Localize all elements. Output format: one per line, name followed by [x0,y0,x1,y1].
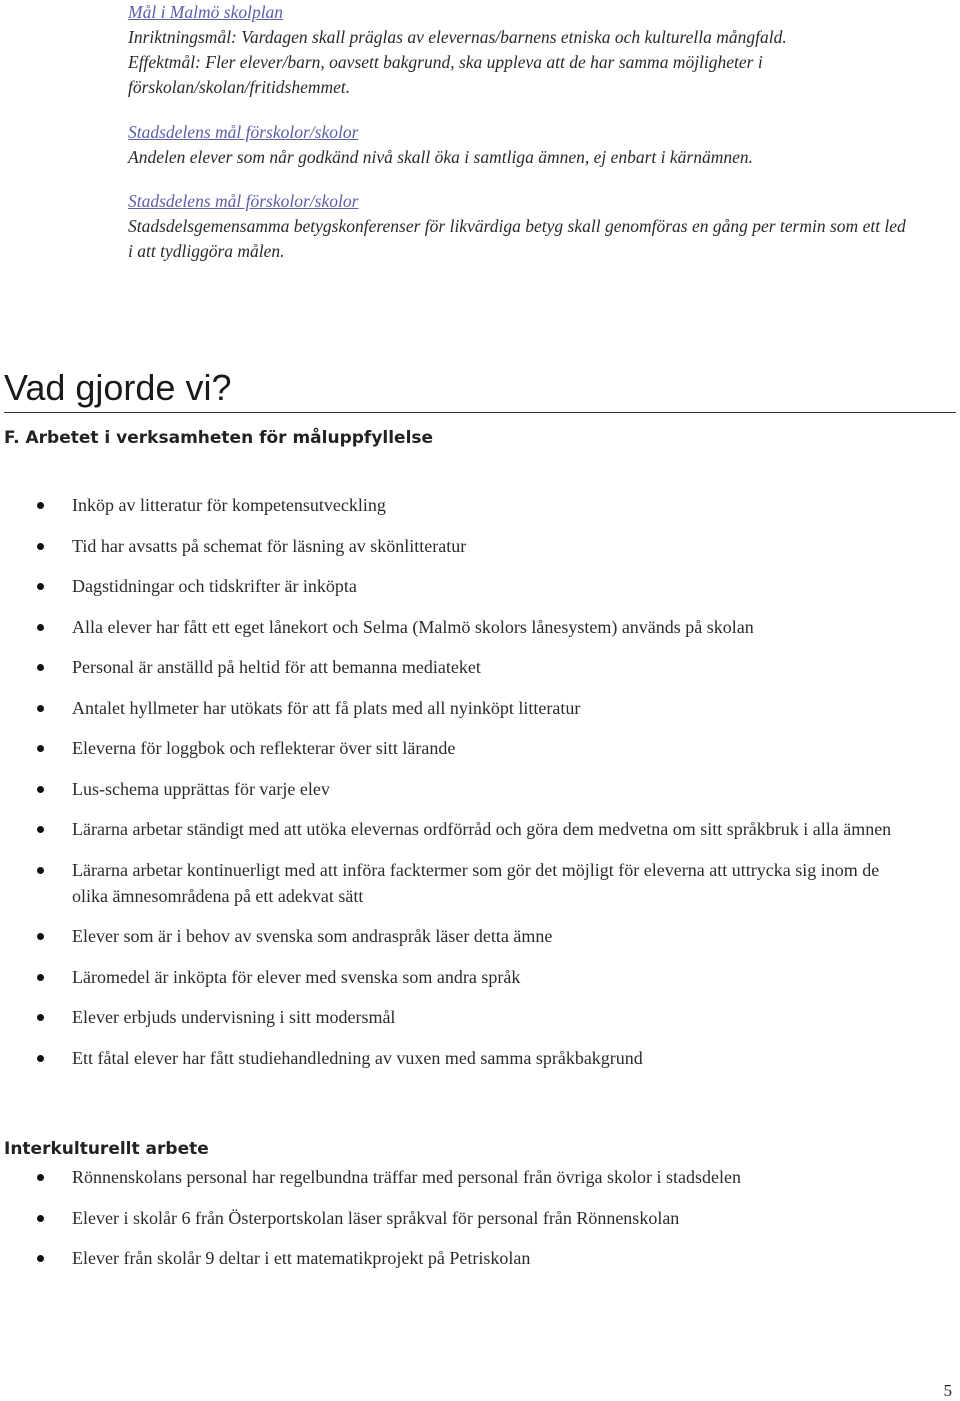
section-f-list [0,492,900,1085]
goal-title: Mål i Malmö skolplan [128,2,284,22]
bullet-icon [37,933,44,940]
list-item [0,1245,900,1271]
intercultural-title: Interkulturellt arbete [4,1139,209,1159]
list-item [0,735,900,761]
list-item-text: Tid har avsatts på schemat för läsning av skönlitteratur [72,535,467,556]
list-item [0,1004,900,1030]
list-item [0,1045,900,1071]
bullet-icon [37,1055,44,1062]
list-item [0,654,900,680]
goals-section [128,0,954,283]
goal-title: Stadsdelens mål förskolor/skolor [128,122,359,142]
section-f-title: F. Arbetet i verksamheten för måluppfyllelse [4,428,434,448]
list-item [0,573,900,599]
goal-line: Effektmål: Fler elever/barn, oavsett bakgrund, ska uppleva att de har samma möjligheter i [128,52,763,72]
goal-line: Inriktningsmål: Vardagen skall präglas av elevernas/barnens etniska och kulturella mångfald. [128,27,787,47]
goal-line: i att tydliggöra målen. [128,241,285,261]
bullet-icon [37,624,44,631]
section-heading: Vad gjorde vi? [4,366,956,413]
page-number: 5 [943,1381,952,1400]
goal-line: Andelen elever som når godkänd nivå skall öka i samtliga ämnen, ej enbart i kärnämnen. [128,147,754,167]
bullet-icon [37,1215,44,1222]
bullet-icon [37,1174,44,1181]
list-item-text: Antalet hyllmeter har utökats för att få plats med all nyinköpt litteratur [72,697,581,718]
list-item-text: Elever som är i behov av svenska som andraspråk läser detta ämne [72,926,553,946]
list-item [0,695,900,721]
list-item-text: Elever i skolår 6 från Österportskolan läser språkval för personal från Rönnenskolan [72,1207,680,1228]
bullet-icon [37,745,44,752]
list-item-text: Elever från skolår 9 deltar i ett matematikprojekt på Petriskolan [72,1248,531,1268]
list-item [0,1164,900,1190]
intercultural-list [0,1164,900,1286]
list-item-text: Alla elever har fått ett eget lånekort och Selma (Malmö skolors lånesystem) används på skolan [72,616,754,637]
list-item [0,492,900,518]
goal-block-district-1 [128,120,954,170]
bullet-icon [37,543,44,550]
list-item-text: Lärarna arbetar ständigt med att utöka elevernas ordförråd och göra dem medvetna om sitt språkbruk i alla ämnen [72,819,892,839]
list-item-text: Rönnenskolans personal har regelbundna träffar med personal från övriga skolor i stadsdelen [72,1167,741,1187]
list-item-text: Personal är anställd på heltid för att bemanna mediateket [72,657,481,677]
bullet-icon [37,583,44,590]
list-item-text: Elever erbjuds undervisning i sitt modersmål [72,1007,396,1027]
goal-block-skolplan [128,0,954,100]
goal-line: förskolan/skolan/fritidshemmet. [128,77,351,97]
list-item [0,964,900,990]
goal-title: Stadsdelens mål förskolor/skolor [128,191,359,211]
bullet-icon [37,974,44,981]
bullet-icon [37,786,44,793]
bullet-icon [37,664,44,671]
bullet-icon [37,826,44,833]
list-item [0,614,900,640]
list-item-text: Eleverna för loggbok och reflekterar över sitt lärande [72,738,456,758]
list-item-text: Ett fåtal elever har fått studiehandledning av vuxen med samma språkbakgrund [72,1047,643,1068]
list-item [0,857,900,909]
list-item-text: Lärarna arbetar kontinuerligt med att införa facktermer som gör det möjligt för eleverna att uttrycka sig inom de olika ämnesområdena på ett adekvat sätt [72,859,880,906]
list-item-text: Inköp av litteratur för kompetensutveckling [72,495,386,515]
list-item [0,923,900,949]
list-item [0,776,900,802]
bullet-icon [37,1014,44,1021]
bullet-icon [37,867,44,874]
list-item-text: Lus-schema upprättas för varje elev [72,778,330,799]
list-item-text: Läromedel är inköpta för elever med svenska som andra språk [72,966,521,987]
bullet-icon [37,1255,44,1262]
goal-block-district-2 [128,189,954,264]
goal-line: Stadsdelsgemensamma betygskonferenser för likvärdiga betyg skall genomföras en gång per termin som ett led [128,216,906,236]
list-item-text: Dagstidningar och tidskrifter är inköpta [72,576,357,596]
list-item [0,533,900,559]
list-item [0,1205,900,1231]
list-item [0,816,900,842]
bullet-icon [37,705,44,712]
bullet-icon [37,502,44,509]
